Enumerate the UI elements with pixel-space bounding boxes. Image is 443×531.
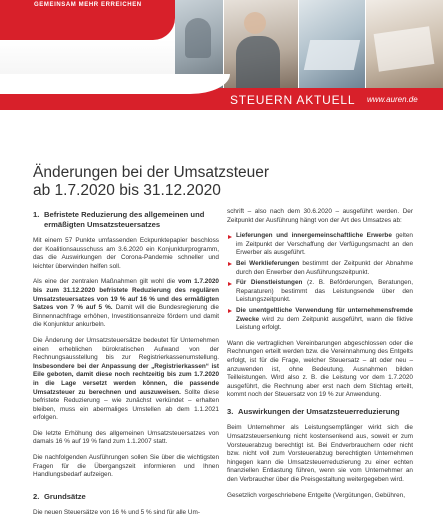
section-2-heading-text: Grundsätze <box>44 491 86 501</box>
r-p1-text-a: schrift – also nach dem 30.6.2020 – ausgeführt werden. <box>227 208 403 215</box>
list-item <box>227 260 413 277</box>
section-2-paragraph-1: Die neuen Steuersätze von 16 % und 5 % sind für alle Um- <box>33 509 200 517</box>
list-item-bold: Für Dienstleistungen <box>236 279 303 287</box>
right-paragraph-2: Wann die vertraglichen Vereinbarungen abgeschlossen oder die Rechnungen erteilt werden bzw. die Vereinnahmung des Entgelts erfolgt, ist für die Frage, welcher Steuersatz – alt oder neu – anzuwenden ist, ohne Bedeutung. Ausnahmen bilden Teilleistungen. Wird also z. B. die Leistung vor dem 1.7.2020 ausgeführt, die Rechnung aber erst nach dem Stichtag erteilt, kommt noch der Steuersatz von 19 % zur Anwendung. <box>227 339 413 399</box>
header-photo-4 <box>366 0 443 88</box>
section-1-paragraph-3 <box>33 337 219 423</box>
right-paragraph-1 <box>227 208 413 225</box>
right-paragraph-4: Gesetzlich vorgeschriebene Entgelte (Vergütungen, Gebühren, <box>227 491 405 499</box>
list-item <box>227 307 413 333</box>
logo-tagline: GEMEINSAM MEHR ERREICHEN <box>34 2 142 8</box>
list-item <box>227 279 413 305</box>
p3-text-a: Die Änderung der Umsatzsteuersätze bedeutet für Unternehmen einen erheblichen bürokratischen Aufwand von der Rechnungsausstellung bis zur Registrierkassenumstellung. <box>33 336 219 362</box>
section-1-paragraph-2 <box>33 278 219 330</box>
list-item-text: gelten im Zeitpunkt der Verschaffung der Verfügungsmacht an den Erwerber als ausgeführt. <box>236 232 413 257</box>
p2-text-a: Als eine der zentralen Maßnahmen gilt wohl die <box>33 278 179 286</box>
right-paragraph-3: Beim Unternehmer als Leistungsempfänger wirkt sich die Umsatzsteuersenkung nicht kostensenkend aus, soweit er zum Vorsteuerabzug berechtigt ist. Bei Endverbrauchern oder nicht bzw. nicht voll zum Vorsteuerabzug berechtigten Unternehmen hingegen kann die Umsatzsteuerreduzierung zu einer echten finanziellen Entlastung führen, wenn sie vom Unternehmer an den Verbraucher über die Preisgestaltung weitergegeben wird. <box>227 424 413 483</box>
band-curve <box>0 74 230 94</box>
header-photo-3 <box>299 0 365 88</box>
website-link[interactable]: www.auren.de <box>367 95 418 104</box>
title-line-1: Änderungen bei der Umsatzsteuer <box>33 164 270 181</box>
section-2-number: 2. <box>33 491 40 501</box>
section-1-heading-line-1: Befristete Reduzierung des allgemeinen und <box>44 210 205 219</box>
p3-text-c: Sollte diese befristete Reduzierung – wie zunächst verkündet – erhalten bleiben, muss ein abermaliges Umstellen ab dem 1.1.2021 erfolgen. <box>33 388 219 422</box>
header-photo-2 <box>224 0 298 88</box>
list-item-bold: Lieferungen und innergemeinschaftliche Erwerbe <box>236 232 392 240</box>
section-1-heading-line-2: ermäßigten Umsatzsteuersatzes <box>44 219 161 229</box>
section-1-heading <box>33 210 219 229</box>
section-3-number: 3. <box>227 406 234 416</box>
title-line-2: ab 1.7.2020 bis 31.12.2020 <box>33 182 221 199</box>
section-1-paragraph-4: Die letzte Erhöhung des allgemeinen Umsatzsteuersatzes von damals 16 % auf 19 % fand zum 1.1.2007 statt. <box>33 429 219 446</box>
section-3-heading-text: Auswirkungen der Umsatzsteuerreduzierung <box>238 406 400 416</box>
r-p1-text-b: Der Zeitpunkt der Ausführung hängt von der Art des Umsatzes ab: <box>227 208 413 224</box>
section-1-paragraph-1: Mit einem 57 Punkte umfassenden Eckpunktepapier beschloss der Koalitionsausschuss am 3.6.2020 ein Konjunkturprogramm, das die Auswirkungen der Corona-Pandemie schneller und leichter überwinden helfen soll. <box>33 237 219 270</box>
list-item-bold: Die unentgeltliche Verwendung für unternehmensfremde Zwecke <box>236 306 413 323</box>
list-item-text: (z. B. Beförderungen, Beratungen, Reparaturen) bestimmt das Leistungsende über den Leistungszeitpunkt. <box>236 279 413 304</box>
list-item-text: bestimmt der Zeitpunkt der Abnahme durch den Erwerber den Ausführungszeitpunkt. <box>236 259 413 276</box>
header-banner <box>0 0 443 122</box>
right-column <box>227 208 413 507</box>
p3-text-bold: Insbesondere bei der Anpassung der „Registrierkassen“ ist Eile geboten, damit diese noch rechtzeitig bis zum 1.7.2020 in die Lage versetzt werden können, die passende Umsatzsteuer zu berechnen und auszuweisen. <box>33 362 219 396</box>
section-2-heading <box>33 492 219 502</box>
logo-band <box>0 0 175 40</box>
section-1-paragraph-5: Die nachfolgenden Ausführungen sollen Sie über die wichtigsten Fragen für die Übergangszeit informieren und Ihnen Handlungsbedarf aufzeigen. <box>33 454 219 479</box>
list-item-bold: Bei Werklieferungen <box>236 259 300 267</box>
execution-time-list <box>227 232 413 333</box>
newsletter-title: STEUERN AKTUELL <box>230 93 356 107</box>
list-item <box>227 232 413 258</box>
p2-text-c: Damit will die Bundesregierung die Binnennachfrage erhöhen, Investitionsanreize fördern und damit die Konjunktur ankurbeln. <box>33 304 219 329</box>
section-1-number: 1. <box>33 210 40 219</box>
list-item-text: wird zu dem Zeitpunkt ausgeführt, wann die fiktive Leistung erfolgt. <box>236 315 413 332</box>
document-title <box>33 164 413 200</box>
section-3-heading <box>227 407 413 417</box>
p2-text-bold: vom 1.7.2020 bis zum 31.12.2020 befristete Reduzierung des regulären Umsatzsteuersatzes von 19 % auf 16 % und des ermäßigten Satzes von 7 % auf 5 %. <box>33 278 219 312</box>
left-column <box>33 210 219 525</box>
